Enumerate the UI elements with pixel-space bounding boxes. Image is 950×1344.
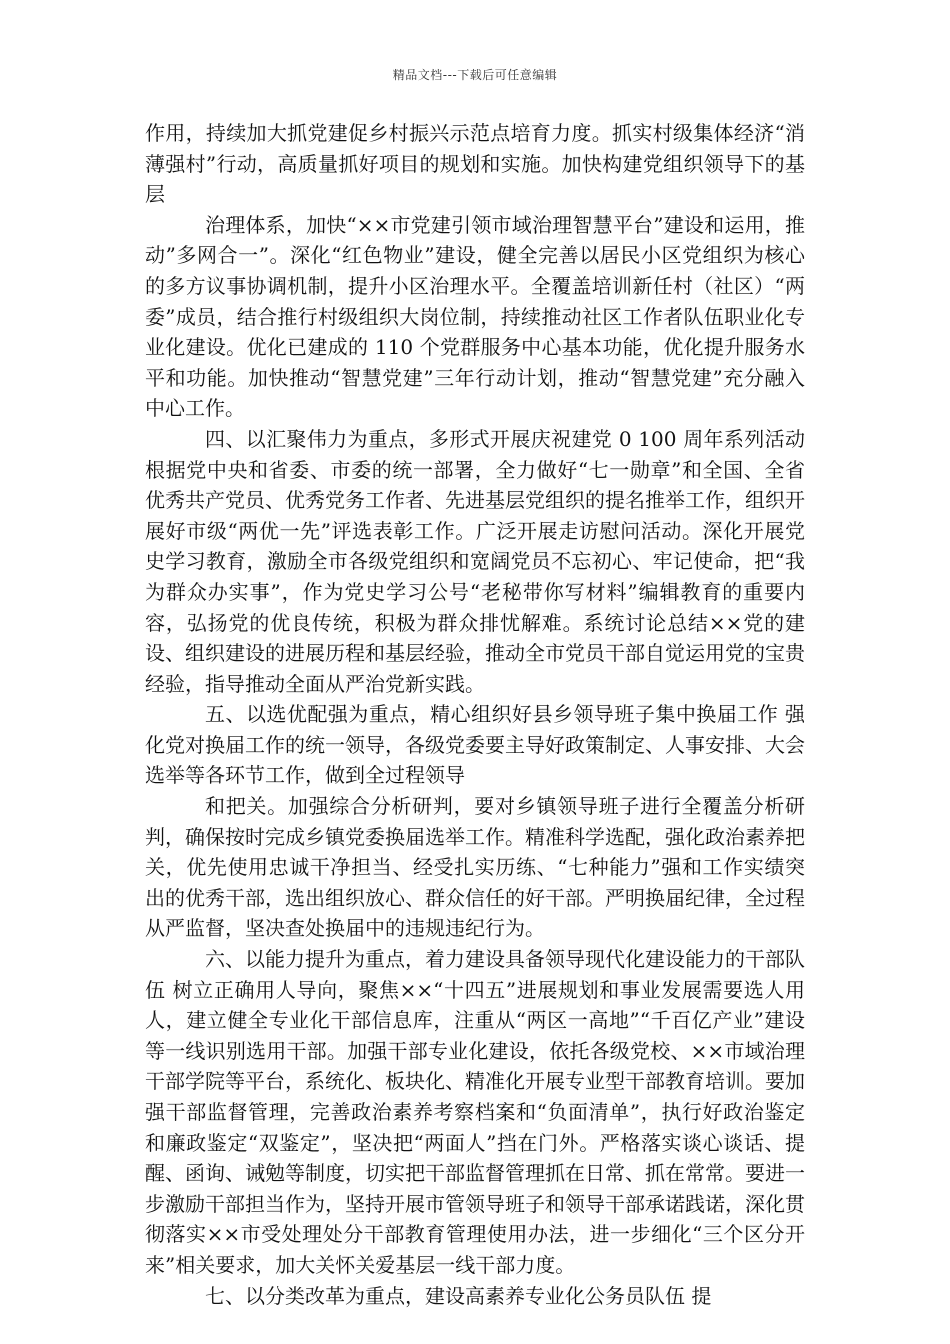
paragraph-1: 作用，持续加大抓党建促乡村振兴示范点培育力度。抓实村级集体经济“消薄强村”行动，高质量抓好项目的规划和实施。加快构建党组织领导下的基层 (145, 121, 805, 207)
paragraph-7-section-seven: 七、以分类改革为重点，建设高素养专业化公务员队伍 提 (205, 1283, 712, 1308)
paragraph-5: 和把关。加强综合分析研判，要对乡镇领导班子进行全覆盖分析研判，确保按时完成乡镇党委换届选举工作。精准科学选配，强化政治素养把关，优先使用忠诚干净担当、经受扎实历练、“七种能力”强和工作实绩突出的优秀干部，选出组织放心、群众信任的好干部。严明换届纪律，全过程从严监督，坚决查处换届中的违规违纪行为。 (145, 794, 805, 941)
paragraph-6-section-six: 六、以能力提升为重点，着力建设具备领导现代化建设能力的干部队伍 树立正确用人导向，聚焦××“十四五”进展规划和事业发展需要选人用人，建立健全专业化干部信息库，注重从“两区一高地”“千百亿产业”建设等一线识别选用干部。加强干部专业化建设，依托各级党校、××市域治理干部学院等平台，系统化、板块化、精准化开展专业型干部教育培训。要加强干部监督管理，完善政治素养考察档案和“负面清单”，执行好政治鉴定和廉政鉴定“双鉴定”，坚决把“两面人”挡在门外。严格落实谈心谈话、提醒、函询、诫勉等制度，切实把干部监督管理抓在日常、抓在常常。要进一步激励干部担当作为，坚持开展市管领导班子和领导干部承诺践诺，深化贯彻落实××市受处理处分干部教育管理使用办法，进一步细化“三个区分开来”相关要求，加大关怀关爱基层一线干部力度。 (145, 947, 805, 1277)
paragraph-3-section-four: 四、以汇聚伟力为重点，多形式开展庆祝建党 0 100 周年系列活动 根据党中央和省委、市委的统一部署，全力做好“七一勋章”和全国、全省优秀共产党员、优秀党务工作者、先进基层党组织的提名推举工作，组织开展好市级“两优一先”评选表彰工作。广泛开展走访慰问活动。深化开展党史学习教育，激励全市各级党组织和宽阔党员不忘初心、牢记使命，把“我为群众办实事”，作为党史学习公号“老秘带你写材料”编辑教育的重要内容，弘扬党的优良传统，积极为群众排忧解难。系统讨论总结××党的建设、组织建设的进展历程和基层经验，推动全市党员干部自觉运用党的宝贵经验，指导推动全面从严治党新实践。 (145, 426, 805, 696)
paragraph-2: 治理体系，加快“××市党建引领市域治理智慧平台”建设和运用，推动”多网合一”。深化“红色物业”建设，健全完善以居民小区党组织为核心的多方议事协调机制，提升小区治理水平。全覆盖培训新任村（社区）“两委”成员，结合推行村级组织大岗位制，持续推动社区工作者队伍职业化专业化建设。优化已建成的 110 个党群服务中心基本功能，优化提升服务水平和功能。加快推动“智慧党建”三年行动计划，推动“智慧党建”充分融入中心工作。 (145, 212, 805, 421)
page-header: 精品文档---下载后可任意编辑 (392, 68, 558, 82)
paragraph-4-section-five: 五、以选优配强为重点，精心组织好县乡领导班子集中换届工作 强化党对换届工作的统一领导，各级党委要主导好政策制定、人事安排、大会选举等各环节工作，做到全过程领导 (145, 702, 805, 788)
document-body (145, 118, 805, 1311)
